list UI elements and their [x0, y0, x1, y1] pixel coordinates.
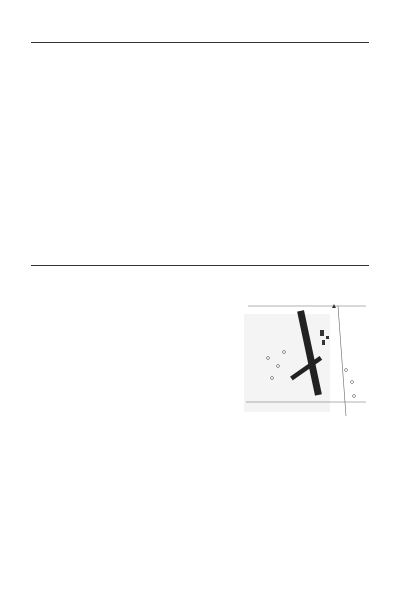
hangar-icon	[322, 340, 325, 345]
hangar-icon	[326, 336, 329, 339]
obstruction-icon	[345, 369, 348, 372]
header-rule	[31, 42, 369, 43]
obstruction-icon	[351, 381, 354, 384]
hangar-icon	[320, 330, 324, 336]
obstruction-icon	[353, 395, 356, 398]
airport-heading	[32, 268, 370, 275]
road-line	[338, 306, 346, 416]
section-divider	[31, 265, 369, 266]
airport-diagram	[242, 300, 370, 420]
